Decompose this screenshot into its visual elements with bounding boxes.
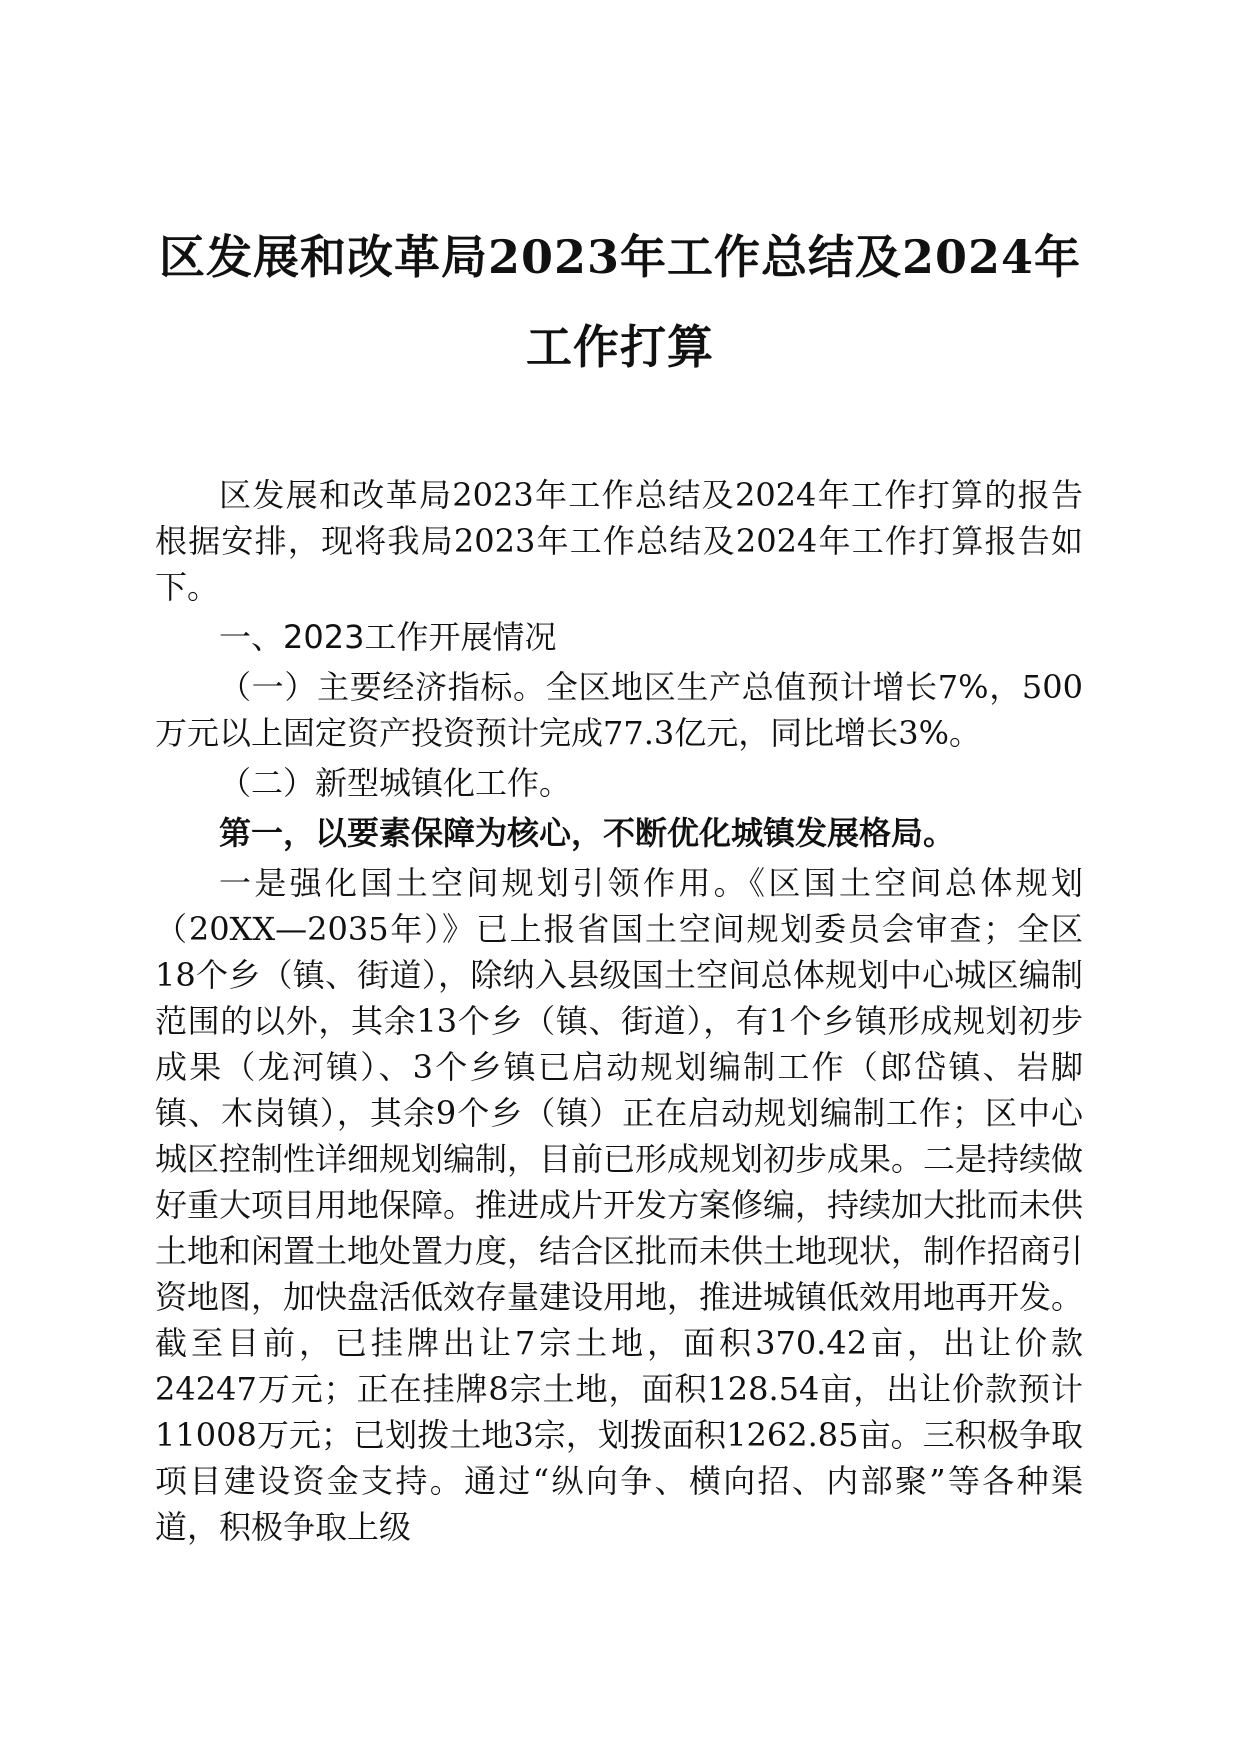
urbanization-subheading: （二）新型城镇化工作。 <box>219 764 572 802</box>
detail-paragraph: 一是强化国土空间规划引领作用。《区国土空间总体规划（20XX—2035年）》已上报省国土空间规划委员会审查；全区18个乡（镇、街道），除纳入县级国土空间总体规划中心城区编制范围的以外，其余13个乡（镇、街道），有1个乡镇形成规划初步成果（龙河镇）、3个乡镇已启动规划编制工作（郎岱镇、岩脚镇、木岗镇），其余9个乡（镇）正在启动规划编制工作；区中心城区控制性详细规划编制，目前已形成规划初步成果。二是持续做好重大项目用地保障。推进成片开发方案修编，持续加大批而未供土地和闲置土地处置力度，结合区批而未供土地现状，制作招商引资地图，加快盘活低效存量建设用地，推进城镇低效用地再开发。截至目前，已挂牌出让7宗土地，面积370.42亩，出让价款24247万元；正在挂牌8宗土地，面积128.54亩，出让价款预计11008万元；已划拨土地3宗，划拨面积1262.85亩。三积极争取项目建设资金支持。通过“纵向争、横向招、内部聚”等各种渠道，积极争取上级 <box>155 864 1084 1546</box>
point-heading: 第一，以要素保障为核心，不断优化城镇发展格局。 <box>219 814 956 852</box>
section-heading: 一、2023工作开展情况 <box>219 618 557 656</box>
document-body <box>155 472 1083 1554</box>
document-title: 区发展和改革局2023年工作总结及2024年工作打算 <box>158 230 1082 374</box>
economic-indicators-paragraph: （一）主要经济指标。全区地区生产总值预计增长7%，500万元以上固定资产投资预计完成77.3亿元，同比增长3%。 <box>155 668 1083 752</box>
intro-paragraph: 区发展和改革局2023年工作总结及2024年工作打算的报告根据安排，现将我局2023年工作总结及2024年工作打算报告如下。 <box>155 476 1083 606</box>
